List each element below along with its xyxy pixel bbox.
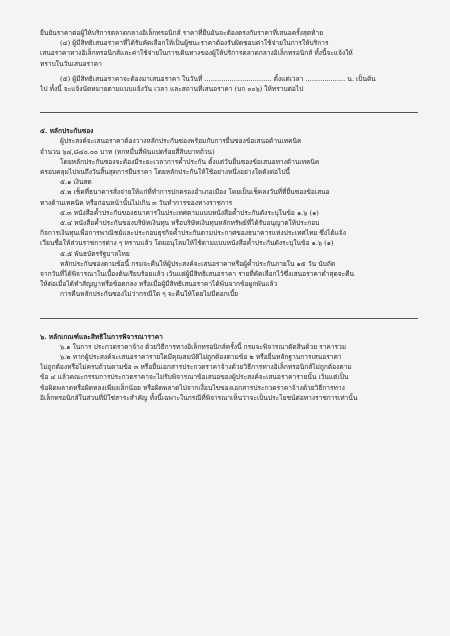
text-line: ๕.๕ พันธบัตรรัฐบาลไทย	[60, 249, 130, 258]
text-line: ครอบคลุมไปจนถึงวันสิ้นสุดการยืนราคา โดยหลักประกันให้ใช้อย่างหนึ่งอย่างใดดังต่อไปนี้	[40, 168, 291, 177]
text-line: หลักประกันซองตามข้อนี้ กรมจะคืนให้ผู้ประสงค์จะเสนอราคาหรือผู้ค้ำประกันภายใน ๑๕ วัน นับถัด	[60, 259, 336, 268]
section-5	[40, 126, 420, 299]
section-divider	[40, 112, 418, 113]
intro-block	[40, 28, 420, 94]
text-line: เสนอราคาทางอิเล็กทรอนิกส์และค่าใช้จ่ายในการเดินทางของผู้ให้บริการตลาดกลางอิเล็กทรอนิกส์ ทั้งนี้จะแจ้งให้	[40, 49, 353, 58]
text-line: (๕) ผู้มีสิทธิเสนอราคาจะต้องมาเสนอราคา ในวันที่ ................................ ตั้งแต่เวลา ................... น. เป็นต้น	[60, 74, 376, 83]
text-line: ให้ต่อเมื่อได้ทำสัญญาหรือข้อตกลง หรือเมื่อผู้มีสิทธิเสนอราคาได้พ้นจากข้อผูกพันแล้ว	[40, 280, 278, 289]
text-line: ๕.๑ เงินสด	[60, 178, 92, 187]
text-line: จากวันที่ได้พิจารณาในเบื้องต้นเรียบร้อยแล้ว เว้นแต่ผู้มีสิทธิเสนอราคา รายที่คัดเลือกไว้ซึ่งเสนอราคาต่ำสุดจะคืน	[40, 270, 355, 279]
text-line: ไป ทั้งนี้ จะแจ้งนัดหมายตามแบบแจ้งวัน เวลา และสถานที่เสนอราคา (บก ๐๐๖) ให้ทราบต่อไป	[40, 85, 304, 94]
text-line: โดยหลักประกันซองจะต้องมีระยะเวลาการค้ำประกัน ตั้งแต่วันยื่นซองข้อเสนอทางด้านเทคนิค	[60, 157, 320, 166]
section-6	[40, 332, 420, 403]
section-heading: ๕. หลักประกันซอง	[40, 127, 94, 136]
text-line: ทางด้านเทคนิค หรือก่อนหน้านั้นไม่เกิน ๓ วันทำการของทางราชการ	[40, 198, 233, 207]
text-line: ทราบในวันเสนอราคา	[40, 59, 102, 68]
text-line: กิจการเงินทุนเพื่อการพาณิชย์และประกอบธุรกิจค้ำประกันตามประกาศของธนาคารแห่งประเทศไทย ซึ่งได้แจ้ง	[40, 229, 346, 238]
text-line: ข้อ ๔ แล้วคณะกรรมการประกวดราคาจะไม่รับพิจารณาข้อเสนอของผู้ประสงค์จะเสนอราคารายนั้น เว้นแต่เป็น	[40, 373, 349, 382]
section-heading: ๖. หลักเกณฑ์และสิทธิในการพิจารณาราคา	[40, 332, 163, 341]
text-line: เวียนชื่อให้ส่วนราชการต่าง ๆ ทราบแล้ว โดยอนุโลมให้ใช้ตามแบบหนังสือค้ำประกันดังระบุในข้อ ๑.๖ (๑)	[40, 239, 334, 248]
text-line: อิเล็กทรอนิกส์ในส่วนที่มิใช่สาระสำคัญ ทั้งนี้เฉพาะในกรณีที่พิจารณาเห็นว่าจะเป็นประโยชน์ต่อทางราชการเท่านั้น	[40, 393, 358, 402]
text-line: การคืนหลักประกันซองไม่ว่ากรณีใด ๆ จะคืนให้โดยไม่มีดอกเบี้ย	[60, 290, 239, 299]
text-line: ๕.๓ หนังสือค้ำประกันของธนาคารในประเทศตามแบบหนังสือค้ำประกันดังระบุในข้อ ๑.๖ (๑)	[60, 208, 319, 217]
text-line: (๔) ผู้มีสิทธิเสนอราคาที่ได้รับคัดเลือกให้เป็นผู้ชนะราคาต้องรับผิดชอบค่าใช้จ่ายในการให้บริการ	[60, 39, 329, 48]
text-line: จำนวน ๖๔,๘๔๐.๐๐ บาท (หกหมื่นสี่พันแปดร้อยสี่สิบบาทถ้วน)	[40, 147, 215, 156]
text-line: ข้อผิดพลาดหรือผิดหลงเพียงเล็กน้อย หรือผิดพลาดไปจากเงื่อนไขของเอกสารประกวดราคาจ้างด้วยวิธีการทาง	[40, 383, 345, 392]
text-line: ไม่ถูกต้องหรือไม่ครบถ้วนตามข้อ ๓ หรือยื่นเอกสารประกวดราคาจ้างด้วยวิธีการทางอิเล็กทรอนิกส์ไม่ถูกต้องตาม	[40, 363, 352, 372]
text-line: ๕.๔ หนังสือค้ำประกันของบริษัทเงินทุน หรือบริษัทเงินทุนหลักทรัพย์ที่ได้รับอนุญาตให้ประกอบ	[60, 219, 320, 228]
text-line: ๖.๑ ในการ ประกวดราคาจ้าง ด้วยวิธีการทางอิเล็กทรอนิกส์ครั้งนี้ กรมจะพิจารณาตัดสินด้วย ราคารวม	[60, 342, 347, 351]
text-line: ๖.๒ หากผู้ประสงค์จะเสนอราคารายใดมีคุณสมบัติไม่ถูกต้องตามข้อ ๒ หรือยื่นหลักฐานการเสนอราคา	[60, 353, 342, 362]
text-line: ๕.๒ เช็คที่ธนาคารสั่งจ่ายให้แก่ที่ทำการปกครองอำเภอเมือง โดยเป็นเช็คลงวันที่ที่ยื่นซองข้อเสนอ	[60, 188, 330, 197]
text-line: ยืนยันราคาต่อผู้ให้บริการตลาดกลางอิเล็กทรอนิกส์ ราคาที่ยืนยันจะต้องตรงกับราคาที่เสนอครั้งสุดท้าย	[40, 29, 324, 37]
text-line: ผู้ประสงค์จะเสนอราคาต้องวางหลักประกันซองพร้อมกับการยื่นซองข้อเสนอด้านเทคนิค	[60, 137, 302, 146]
section-divider	[40, 318, 418, 319]
